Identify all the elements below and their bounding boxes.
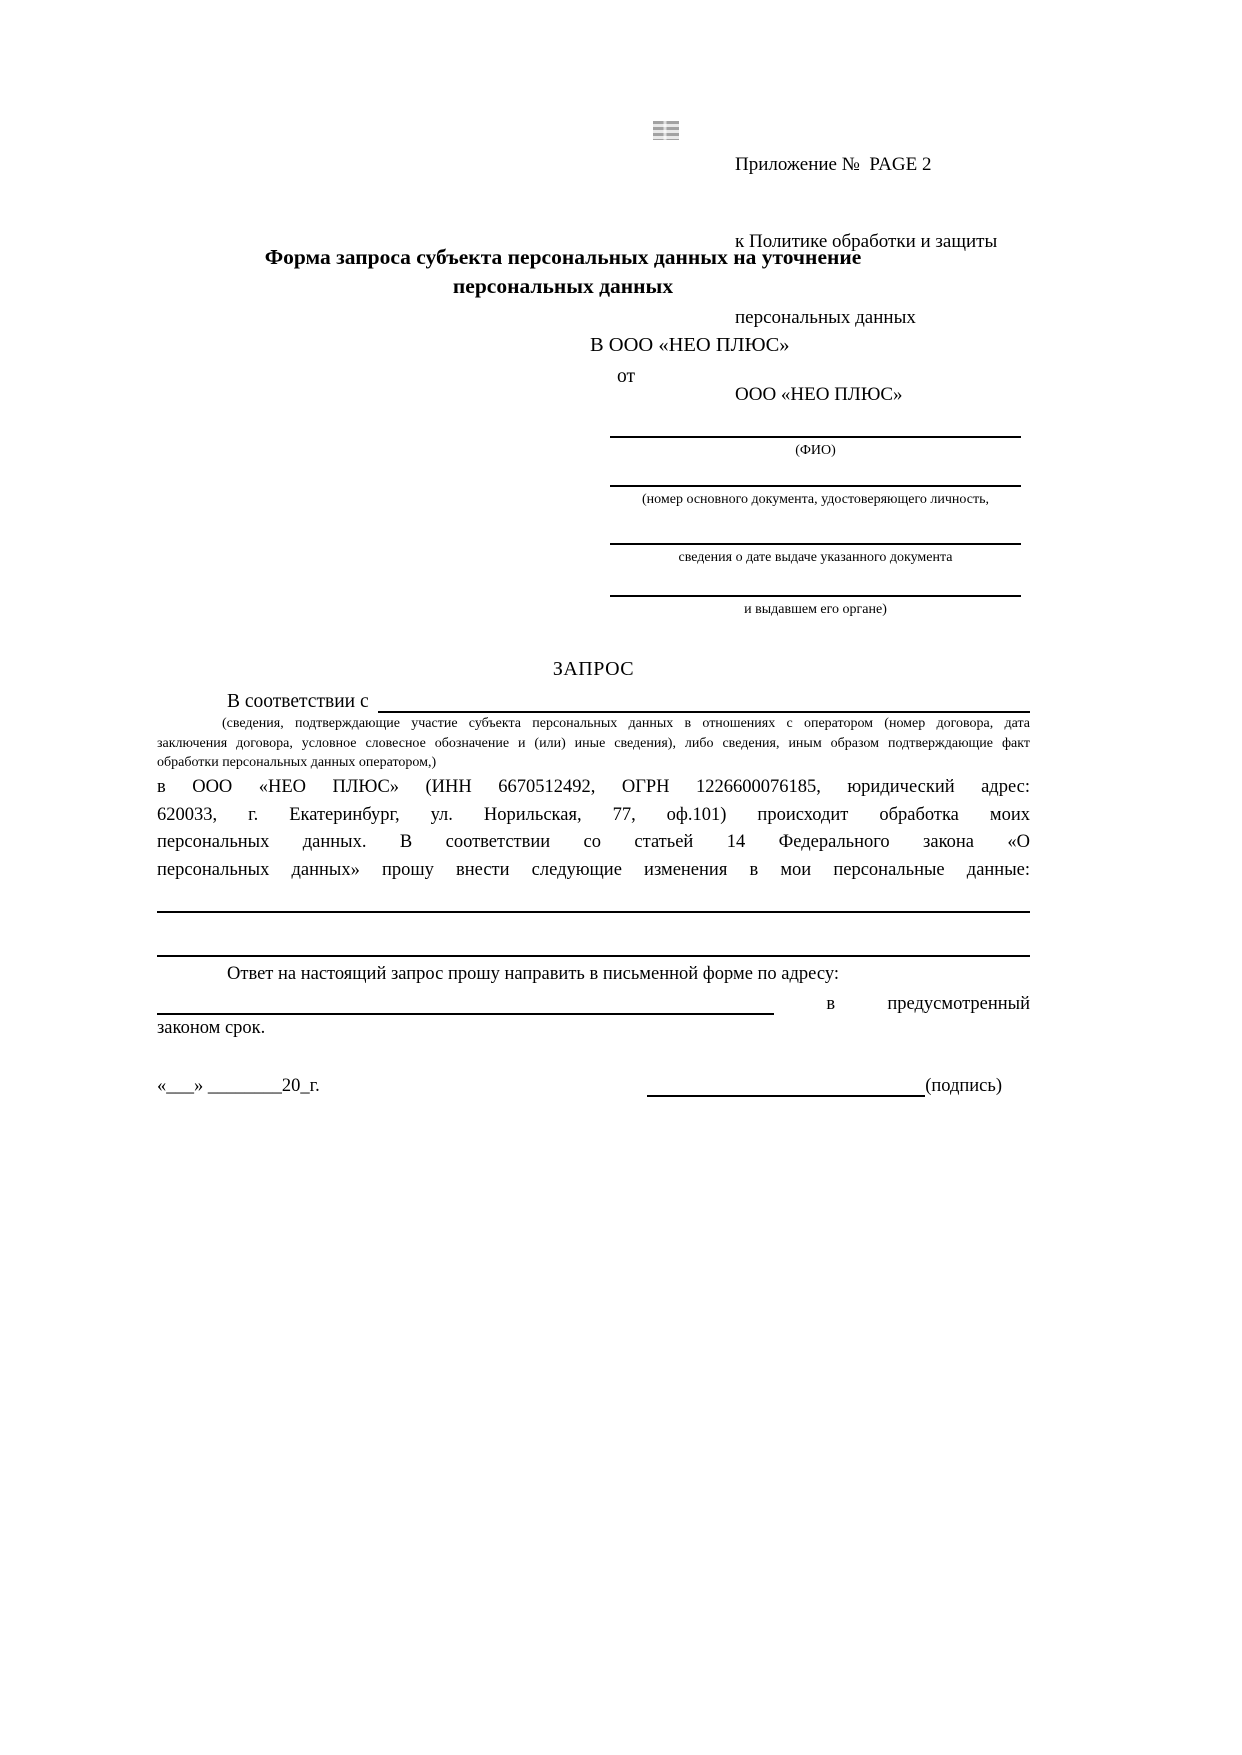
reply-sentence: Ответ на настоящий запрос прошу направить в письменной форме по адресу: (227, 964, 839, 984)
title-line: персональных данных (452, 274, 674, 298)
reply-word: предусмотренный (887, 994, 1030, 1014)
document-number-field (610, 485, 1021, 508)
footnote-line: обработки персональных данных оператором,) (157, 755, 437, 770)
body-line: в ООО «НЕО ПЛЮС» (ИНН 6670512492, ОГРН 1226600076185, юридический адрес: (157, 777, 1030, 797)
addressee-to: В ООО «НЕО ПЛЮС» (590, 334, 790, 356)
title-line: Форма запроса субъекта персональных данных на уточнение (264, 245, 862, 269)
issuing-authority-field (610, 595, 1021, 618)
fio-caption: (ФИО) (795, 443, 836, 458)
issue-date-caption: сведения о дате выдаче указанного документа (678, 550, 953, 565)
intro-blank-line (378, 690, 1030, 713)
signature-group (647, 1072, 1002, 1097)
appendix-line: персональных данных (735, 307, 916, 328)
address-blank-line (157, 990, 774, 1015)
addressee-from-label: от (617, 366, 636, 387)
body-line: персональных данных» прошу внести следующие изменения в мои персональные данные: (157, 859, 1030, 880)
issue-date-field (610, 543, 1021, 566)
changes-blank-line (157, 955, 1030, 957)
date-signature-row (157, 1072, 1030, 1097)
document-title (157, 243, 969, 301)
signature-caption: (подпись) (925, 1076, 1002, 1096)
body-line: 620033, г. Екатеринбург, ул. Норильская, 77, оф.101) происходит обработка моих (157, 804, 1030, 825)
appendix-line: Приложение № PAGE 2 (735, 154, 932, 175)
signature-blank-line (647, 1072, 925, 1097)
appendix-line: ООО «НЕО ПЛЮС» (735, 383, 903, 405)
issuing-authority-caption: и выдавшем его органе) (744, 602, 887, 617)
body-line: персональных данных. В соответствии со статьей 14 Федерального закона «О (157, 832, 1030, 852)
fio-field (610, 436, 1021, 459)
document-number-caption: (номер основного документа, удостоверяющего личность, (642, 492, 989, 507)
date-field: «___» ________20_г. (157, 1076, 320, 1096)
reply-address-row (157, 990, 1030, 1015)
appendix-line: к Политике обработки и защиты (735, 230, 998, 252)
footnote-line: заключения договора, условное словесное обозначение и (или) иные сведения), либо сведения, иным образом подтверждающие факт (157, 735, 1030, 751)
request-heading: ЗАПРОС (552, 658, 635, 680)
request-body (157, 774, 1030, 884)
footnote-line: (сведения, подтверждающие участие субъекта персональных данных в отношениях с оператором (номер договора, дата (222, 716, 1030, 731)
intro-prefix: В соответствии с (227, 691, 369, 712)
intro-row (157, 690, 1030, 713)
footnote (157, 714, 1030, 773)
reply-word: в (826, 994, 836, 1014)
embedded-object-thumbnail-icon (653, 121, 679, 140)
reply-closing: законом срок. (157, 1018, 266, 1038)
changes-blank-line (157, 911, 1030, 913)
